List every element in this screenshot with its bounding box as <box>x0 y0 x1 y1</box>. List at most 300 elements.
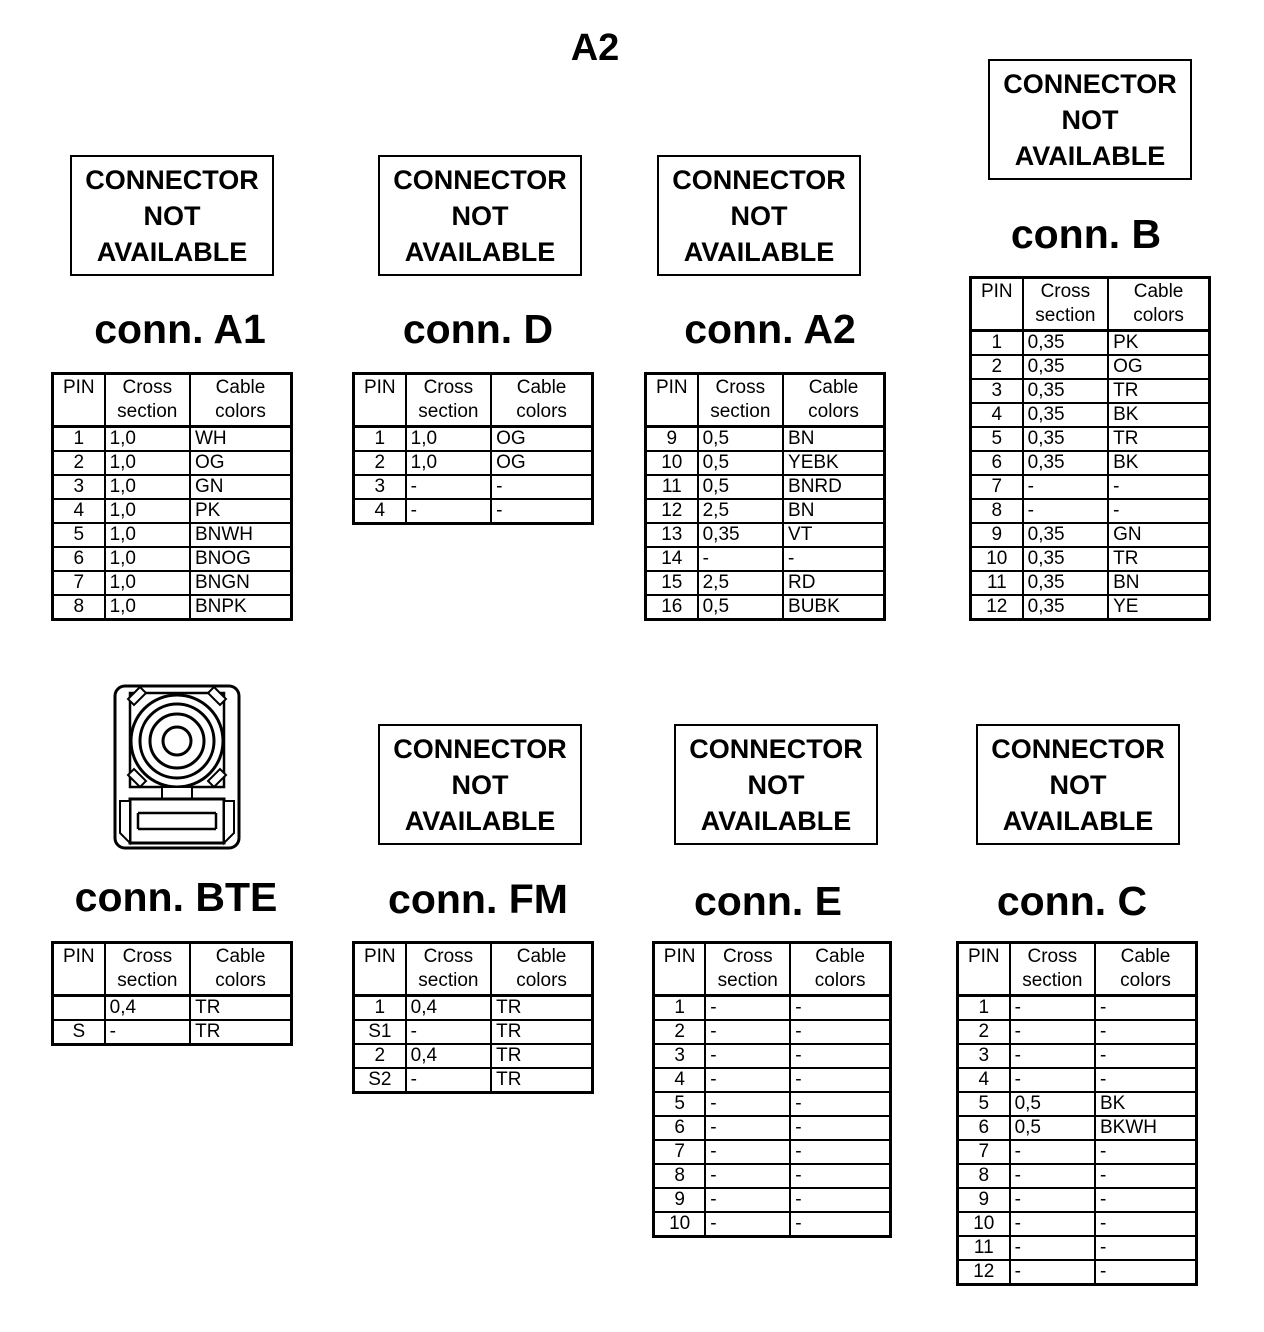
table-row <box>646 427 885 452</box>
cross-section-cell: - <box>1010 1236 1095 1260</box>
pin-cell: 3 <box>971 379 1023 403</box>
table-row <box>958 1068 1197 1092</box>
cross-section-cell: 1,0 <box>406 427 492 452</box>
pin-cell: 3 <box>53 475 105 499</box>
cross-section-cell: 0,35 <box>1023 403 1109 427</box>
cable-color-cell: - <box>790 1188 890 1212</box>
table-row <box>654 1188 891 1212</box>
cable-color-cell: TR <box>491 1020 592 1044</box>
cross-section-cell: - <box>1010 1260 1095 1285</box>
na-line-1: CONNECTOR <box>672 164 846 195</box>
cross-section-cell: - <box>1010 1188 1095 1212</box>
pin-cell: 12 <box>958 1260 1010 1285</box>
cable-color-cell: BK <box>1108 403 1209 427</box>
cross-section-header: Cross section <box>105 374 190 427</box>
cross-section-cell: 1,0 <box>105 547 190 571</box>
pin-cell: 7 <box>971 475 1023 499</box>
table-row <box>646 451 885 475</box>
pin-cell: 9 <box>654 1188 706 1212</box>
cable-color-cell: - <box>790 1140 890 1164</box>
cross-section-cell: 0,5 <box>698 475 783 499</box>
cable-color-cell: TR <box>491 996 592 1021</box>
na-line-1: CONNECTOR <box>1003 68 1177 99</box>
pin-cell <box>53 996 105 1021</box>
pin-cell: 1 <box>978 997 990 1018</box>
pin-cell: 13 <box>646 523 698 547</box>
table-row <box>354 499 593 524</box>
cable-color-cell: BUBK <box>783 595 884 620</box>
cable-color-cell: - <box>790 1116 890 1140</box>
cross-section-header: Cross section <box>698 374 783 427</box>
pin-cell: S <box>53 1020 105 1045</box>
pin-table-fm <box>352 941 594 1094</box>
cable-color-cell: BN <box>783 499 884 523</box>
pin-cell: 5 <box>53 523 105 547</box>
pin-cell: 2 <box>354 1044 406 1068</box>
cable-color-cell: - <box>790 1044 890 1068</box>
table-row <box>53 523 292 547</box>
table-row <box>354 1068 593 1093</box>
table-row <box>53 547 292 571</box>
cross-section-cell: - <box>698 547 783 571</box>
pin-cell: 3 <box>958 1044 1010 1068</box>
cable-colors-header: Cable colors <box>783 374 884 427</box>
cross-section-cell: - <box>1010 996 1095 1021</box>
pin-header: PIN <box>646 374 698 427</box>
table-header-row <box>53 943 292 996</box>
cross-section-cell: 0,35 <box>1023 523 1109 547</box>
cable-color-cell: - <box>783 547 884 571</box>
pin-cell: S1 <box>354 1020 406 1044</box>
table-row <box>654 1068 891 1092</box>
na-line-2: NOT <box>143 200 201 231</box>
table-header-row <box>354 374 593 427</box>
table-row <box>971 403 1210 427</box>
cable-color-cell: TR <box>1108 547 1209 571</box>
cross-section-cell: - <box>1010 1020 1095 1044</box>
cross-section-cell: - <box>1010 1212 1095 1236</box>
cross-section-cell: 0,5 <box>698 451 783 475</box>
table-row <box>354 451 593 475</box>
cable-color-cell: - <box>1095 1236 1197 1260</box>
cross-section-cell: - <box>705 1092 790 1116</box>
cable-colors-header: Cable colors <box>790 943 890 996</box>
table-row <box>354 1044 593 1068</box>
pin-header: PIN <box>354 374 406 427</box>
table-row <box>958 1260 1197 1285</box>
cross-section-cell: - <box>1010 1140 1095 1164</box>
pin-cell: 7 <box>53 571 105 595</box>
pin-cell: 5 <box>958 1092 1010 1116</box>
cross-section-header: Cross section <box>406 943 492 996</box>
conn-title-b: conn. B <box>1010 211 1162 257</box>
pin-cell: 4 <box>354 499 406 524</box>
cross-section-header: Cross section <box>1010 943 1095 996</box>
table-row <box>958 1212 1197 1236</box>
table-row <box>53 996 292 1021</box>
table-row <box>958 996 1197 1021</box>
table-row <box>971 475 1210 499</box>
conn-title-fm: conn. FM <box>388 876 568 922</box>
table-row <box>53 475 292 499</box>
cross-section-cell: 1,0 <box>105 523 190 547</box>
table-row <box>354 475 593 499</box>
table-row <box>654 1116 891 1140</box>
connector-not-available-a1 <box>70 155 274 276</box>
cable-color-cell: - <box>1095 1260 1197 1285</box>
cross-section-cell: 0,5 <box>698 427 783 452</box>
cable-color-cell: BN <box>1108 571 1209 595</box>
table-row <box>654 1092 891 1116</box>
cable-color-cell: OG <box>1108 355 1209 379</box>
table-row <box>53 595 292 620</box>
table-row <box>971 499 1210 523</box>
cable-color-cell: YE <box>1108 595 1209 620</box>
pin-cell: S2 <box>354 1068 406 1093</box>
pin-cell: 9 <box>958 1188 1010 1212</box>
cable-color-cell: BNOG <box>190 547 292 571</box>
table-row <box>354 996 593 1021</box>
table-row <box>53 499 292 523</box>
cable-color-cell: - <box>1108 475 1209 499</box>
cable-color-cell: - <box>1095 1188 1197 1212</box>
table-row <box>354 1020 593 1044</box>
cable-color-cell: - <box>1095 1140 1197 1164</box>
pin-cell: 11 <box>971 571 1023 595</box>
table-row <box>53 427 292 452</box>
cable-color-cell: TR <box>190 996 291 1021</box>
cross-section-cell: 0,35 <box>698 523 783 547</box>
table-header-row <box>958 943 1197 996</box>
cross-section-cell: - <box>705 1188 790 1212</box>
pin-cell: 4 <box>971 403 1023 427</box>
cable-color-cell: GN <box>1108 523 1209 547</box>
pin-cell: 1 <box>674 997 685 1018</box>
na-line-3: AVAILABLE <box>700 805 852 836</box>
cross-section-cell: - <box>705 1116 790 1140</box>
pin-cell: 12 <box>646 499 698 523</box>
cable-colors-header: Cable colors <box>491 943 592 996</box>
na-line-2: NOT <box>1061 104 1119 135</box>
na-line-3: AVAILABLE <box>404 236 556 267</box>
cable-color-cell: OG <box>491 427 592 452</box>
na-line-1: CONNECTOR <box>393 164 567 195</box>
na-line-3: AVAILABLE <box>1014 140 1166 171</box>
table-row <box>646 547 885 571</box>
na-line-2: NOT <box>1049 769 1107 800</box>
cable-color-cell: BNPK <box>190 595 292 620</box>
cable-color-cell: - <box>790 1092 890 1116</box>
cable-color-cell: - <box>1095 1020 1197 1044</box>
pin-cell: 10 <box>971 547 1023 571</box>
table-row <box>654 1140 891 1164</box>
table-row <box>971 523 1210 547</box>
table-row <box>654 1020 891 1044</box>
cable-color-cell: TR <box>190 1020 291 1045</box>
pin-table-b <box>969 276 1211 621</box>
pin-cell: 1 <box>374 997 386 1018</box>
connector-not-available-c <box>976 724 1180 845</box>
cross-section-cell: 1,0 <box>105 499 190 523</box>
cross-section-cell: - <box>406 1020 492 1044</box>
table-row <box>654 996 891 1021</box>
pin-table-e <box>652 941 892 1238</box>
table-header-row <box>354 943 593 996</box>
pin-cell: 10 <box>646 451 698 475</box>
pin-cell: 9 <box>666 428 678 449</box>
pin-table-a1 <box>51 372 293 621</box>
table-row <box>958 1140 1197 1164</box>
pin-cell: 2 <box>354 451 406 475</box>
table-row <box>958 1044 1197 1068</box>
cable-color-cell: TR <box>491 1068 592 1093</box>
table-row <box>971 331 1210 356</box>
pin-cell: 5 <box>971 427 1023 451</box>
cross-section-header: Cross section <box>105 943 191 996</box>
pin-cell: 4 <box>958 1068 1010 1092</box>
cable-color-cell: YEBK <box>783 451 884 475</box>
pin-header: PIN <box>971 278 1023 331</box>
table-row <box>646 571 885 595</box>
cable-color-cell: - <box>1095 1068 1197 1092</box>
cross-section-cell: 0,5 <box>1010 1116 1095 1140</box>
pin-cell: 6 <box>971 451 1023 475</box>
table-row <box>646 475 885 499</box>
pin-header: PIN <box>958 943 1010 996</box>
table-row <box>646 595 885 620</box>
connector-not-available-e <box>674 724 878 845</box>
cable-color-cell: - <box>491 475 592 499</box>
cross-section-header: Cross section <box>1023 278 1109 331</box>
cross-section-cell: 0,4 <box>406 1044 492 1068</box>
cross-section-cell: 0,4 <box>406 996 492 1021</box>
table-header-row <box>971 278 1210 331</box>
pin-cell: 4 <box>654 1068 706 1092</box>
cross-section-cell: - <box>406 499 492 524</box>
table-header-row <box>654 943 891 996</box>
cross-section-cell: - <box>705 1164 790 1188</box>
pin-header: PIN <box>654 943 706 996</box>
na-line-3: AVAILABLE <box>404 805 556 836</box>
cross-section-header: Cross section <box>406 374 492 427</box>
cable-color-cell: PK <box>190 499 292 523</box>
pin-cell: 1 <box>991 332 1003 353</box>
cross-section-cell: 1,0 <box>105 595 190 620</box>
cross-section-cell: 0,35 <box>1023 355 1109 379</box>
cable-color-cell: OG <box>491 451 592 475</box>
pin-cell: 4 <box>53 499 105 523</box>
cross-section-cell: 1,0 <box>105 475 190 499</box>
table-row <box>53 451 292 475</box>
na-line-3: AVAILABLE <box>683 236 835 267</box>
pin-cell: 7 <box>958 1140 1010 1164</box>
na-line-1: CONNECTOR <box>991 733 1165 764</box>
cross-section-header: Cross section <box>705 943 790 996</box>
cross-section-cell: - <box>1010 1044 1095 1068</box>
pin-table-a2 <box>644 372 886 621</box>
table-header-row <box>646 374 885 427</box>
na-line-2: NOT <box>451 769 509 800</box>
pin-cell: 11 <box>646 475 698 499</box>
pin-cell: 8 <box>958 1164 1010 1188</box>
pin-cell: 2 <box>654 1020 706 1044</box>
cross-section-cell: 1,0 <box>105 451 190 475</box>
pin-table-d <box>352 372 594 525</box>
cable-color-cell: OG <box>190 451 292 475</box>
connector-not-available-a2 <box>657 155 861 276</box>
table-row <box>971 427 1210 451</box>
table-row <box>958 1020 1197 1044</box>
cable-color-cell: VT <box>783 523 884 547</box>
pin-cell: 9 <box>971 523 1023 547</box>
na-line-2: NOT <box>451 200 509 231</box>
table-row <box>958 1092 1197 1116</box>
table-row <box>971 379 1210 403</box>
cross-section-cell: - <box>1010 1068 1095 1092</box>
pin-cell: 15 <box>646 571 698 595</box>
cross-section-cell: - <box>406 475 492 499</box>
cable-color-cell: BNWH <box>190 523 292 547</box>
conn-title-e: conn. E <box>693 878 843 924</box>
na-line-3: AVAILABLE <box>1002 805 1154 836</box>
connector-not-available-b <box>988 59 1192 180</box>
table-row <box>958 1164 1197 1188</box>
cross-section-cell: - <box>105 1020 191 1045</box>
cable-color-cell: BNGN <box>190 571 292 595</box>
cable-color-cell: - <box>1095 1044 1197 1068</box>
pin-cell: 3 <box>354 475 406 499</box>
cable-color-cell: TR <box>1108 427 1209 451</box>
pin-cell: 10 <box>654 1212 706 1237</box>
table-row <box>971 547 1210 571</box>
pin-header: PIN <box>354 943 406 996</box>
pin-table-c <box>956 941 1198 1286</box>
cross-section-cell: - <box>705 1044 790 1068</box>
cross-section-cell: 0,35 <box>1023 331 1109 356</box>
table-row <box>53 1020 292 1045</box>
cross-section-cell: 1,0 <box>406 451 492 475</box>
pin-cell: 3 <box>654 1044 706 1068</box>
cross-section-cell: 0,4 <box>105 996 191 1021</box>
table-row <box>354 427 593 452</box>
cable-color-cell: BNRD <box>783 475 884 499</box>
cable-colors-header: Cable colors <box>1108 278 1209 331</box>
cross-section-cell: - <box>1023 499 1109 523</box>
pin-cell: 1 <box>374 428 386 449</box>
table-row <box>971 355 1210 379</box>
cross-section-cell: - <box>705 1020 790 1044</box>
page-title: A2 <box>570 27 620 69</box>
cable-color-cell: GN <box>190 475 292 499</box>
pin-cell: 12 <box>971 595 1023 620</box>
cable-color-cell: BN <box>783 427 884 452</box>
table-row <box>654 1212 891 1237</box>
cross-section-cell: 0,35 <box>1023 379 1109 403</box>
pin-cell: 1 <box>73 428 85 449</box>
pin-cell: 2 <box>971 355 1023 379</box>
cable-color-cell: - <box>491 499 592 524</box>
cable-colors-header: Cable colors <box>1095 943 1197 996</box>
table-row <box>654 1164 891 1188</box>
na-line-3: AVAILABLE <box>96 236 248 267</box>
conn-title-bte: conn. BTE <box>74 874 278 920</box>
cable-colors-header: Cable colors <box>190 943 291 996</box>
cross-section-cell: 0,5 <box>698 595 783 620</box>
table-row <box>646 499 885 523</box>
pin-header: PIN <box>53 374 105 427</box>
cable-color-cell: WH <box>190 427 292 452</box>
pin-cell: 6 <box>958 1116 1010 1140</box>
cable-color-cell: - <box>790 1212 890 1237</box>
cross-section-cell: 0,35 <box>1023 571 1109 595</box>
cross-section-cell: 1,0 <box>105 427 190 452</box>
na-line-1: CONNECTOR <box>689 733 863 764</box>
cable-color-cell: - <box>790 1068 890 1092</box>
na-line-1: CONNECTOR <box>393 733 567 764</box>
na-line-2: NOT <box>730 200 788 231</box>
connector-not-available-fm <box>378 724 582 845</box>
table-header-row <box>53 374 292 427</box>
pin-cell: 16 <box>646 595 698 620</box>
table-row <box>53 571 292 595</box>
cable-color-cell: PK <box>1108 331 1209 356</box>
table-row <box>971 571 1210 595</box>
pin-cell: 8 <box>53 595 105 620</box>
cable-color-cell: - <box>790 996 890 1021</box>
cross-section-cell: 0,35 <box>1023 451 1109 475</box>
bte-connector-icon <box>112 683 242 851</box>
conn-title-a1: conn. A1 <box>94 306 266 352</box>
pin-cell: 7 <box>654 1140 706 1164</box>
cross-section-cell: 0,35 <box>1023 595 1109 620</box>
pin-cell: 14 <box>646 547 698 571</box>
cross-section-cell: 0,35 <box>1023 427 1109 451</box>
cable-color-cell: - <box>1095 996 1197 1021</box>
table-row <box>958 1116 1197 1140</box>
table-row <box>958 1188 1197 1212</box>
pin-cell: 6 <box>654 1116 706 1140</box>
pin-cell: 8 <box>971 499 1023 523</box>
pin-cell: 5 <box>654 1092 706 1116</box>
cable-color-cell: - <box>790 1020 890 1044</box>
cross-section-cell: - <box>1023 475 1109 499</box>
cable-color-cell: - <box>790 1164 890 1188</box>
cross-section-cell: - <box>705 1140 790 1164</box>
table-row <box>654 1044 891 1068</box>
cross-section-cell: - <box>1010 1164 1095 1188</box>
cross-section-cell: - <box>406 1068 492 1093</box>
cross-section-cell: 0,5 <box>1010 1092 1095 1116</box>
cable-colors-header: Cable colors <box>190 374 292 427</box>
pin-cell: 11 <box>958 1236 1010 1260</box>
connector-not-available-d <box>378 155 582 276</box>
cable-color-cell: - <box>1095 1164 1197 1188</box>
cross-section-cell: 1,0 <box>105 571 190 595</box>
pin-cell: 10 <box>958 1212 1010 1236</box>
cable-colors-header: Cable colors <box>491 374 592 427</box>
pin-cell: 2 <box>958 1020 1010 1044</box>
table-row <box>971 595 1210 620</box>
pin-table-bte <box>51 941 293 1046</box>
cable-color-cell: BKWH <box>1095 1116 1197 1140</box>
na-line-2: NOT <box>747 769 805 800</box>
cross-section-cell: 0,35 <box>1023 547 1109 571</box>
cross-section-cell: - <box>705 1212 790 1237</box>
pin-cell: 2 <box>53 451 105 475</box>
cable-color-cell: - <box>1095 1212 1197 1236</box>
cross-section-cell: - <box>705 1068 790 1092</box>
cross-section-cell: - <box>705 996 790 1021</box>
